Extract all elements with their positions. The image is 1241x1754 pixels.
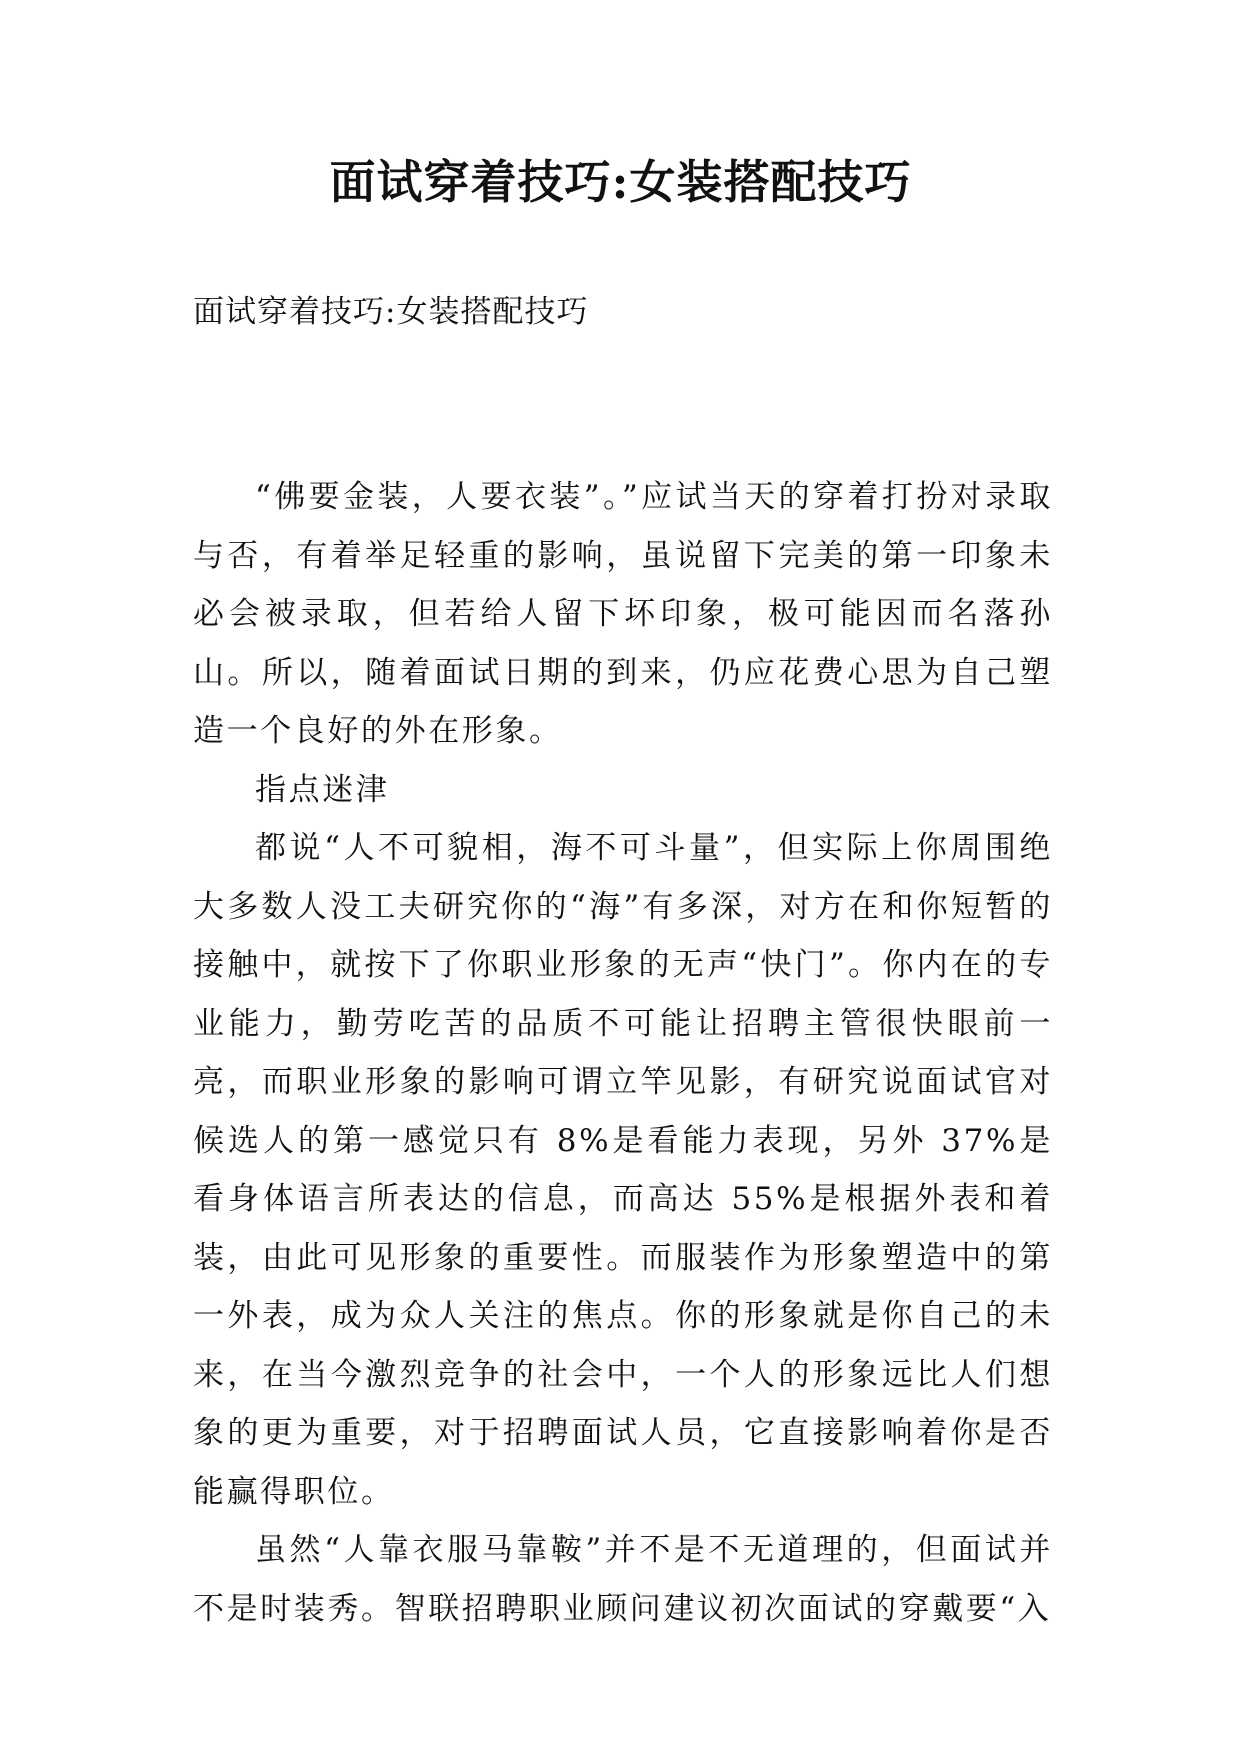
paragraph-advice: 虽然“人靠衣服马靠鞍”并不是不无道理的，但面试并不是时装秀。智联招聘职业顾问建议初次面试的穿戴要“入 — [193, 1532, 1053, 1627]
section-heading: 指点迷津 — [255, 771, 390, 808]
paragraph-intro: “佛要金装，人要衣装”。”应试当天的穿着打扮对录取与否，有着举足轻重的影响，虽说留下完美的第一印象未必会被录取，但若给人留下坏印象，极可能因而名落孙山。所以，随着面试日期的到来，仍应花费心思为自己塑造一个良好的外在形象。 — [193, 479, 1053, 749]
document-title: 面试穿着技巧:女装搭配技巧 — [329, 155, 912, 209]
document-subtitle: 面试穿着技巧:女装搭配技巧 — [193, 294, 589, 330]
paragraph-image-importance: 都说“人不可貌相，海不可斗量”，但实际上你周围绝大多数人没工夫研究你的“海”有多深，对方在和你短暂的接触中，就按下了你职业形象的无声“快门”。你内在的专业能力，勤劳吃苦的品质不可能让招聘主管很快眼前一亮，而职业形象的影响可谓立竿见影，有研究说面试官对候选人的第一感觉只有 8%是看能力表现，另外 37%是看身体语言所表达的信息，而高达 55%是根据外表和着装，由此可见形象的重要性。而服装作为形象塑造中的第一外表，成为众人关注的焦点。你的形象就是你自己的未来，在当今激烈竞争的社会中，一个人的形象远比人们想象的更为重要，对于招聘面试人员，它直接影响着你是否能赢得职位。 — [193, 830, 1053, 1510]
document-body — [193, 468, 1053, 1638]
